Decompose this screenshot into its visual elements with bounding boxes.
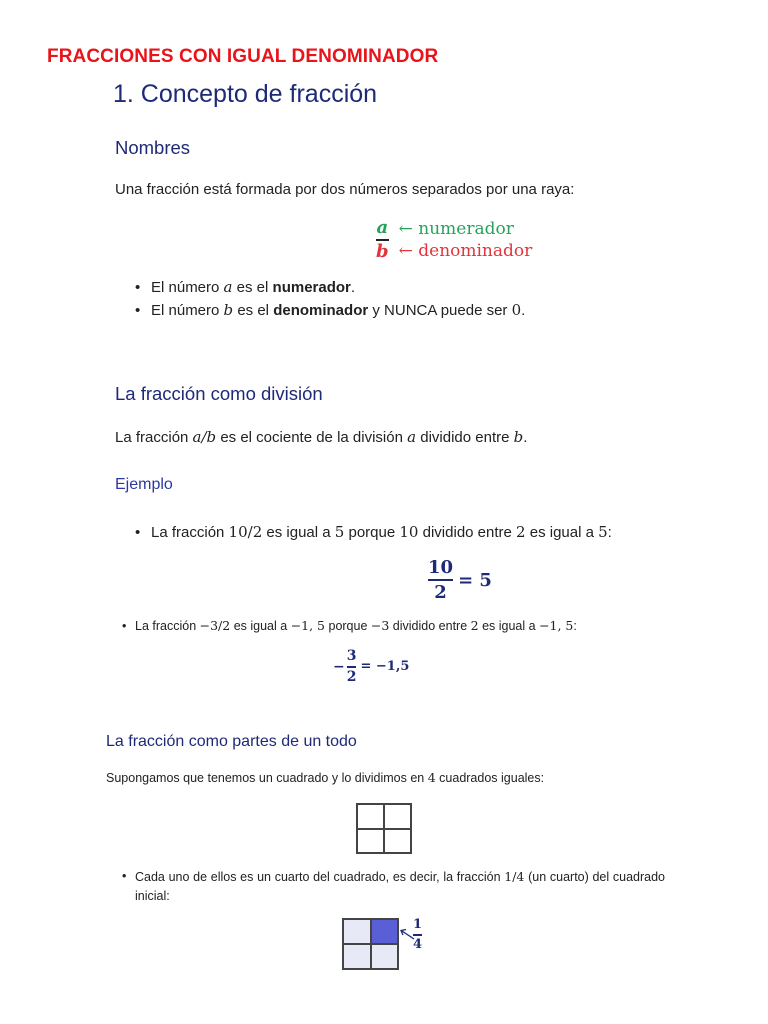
equation-result: = 5 — [458, 569, 492, 591]
square-cell — [371, 944, 399, 969]
partes-intro: Supongamos que tenemos un cuadrado y lo dividimos en 4 cuadrados iguales: — [106, 770, 545, 785]
list-item: • La fracción −3/2 es igual a −1, 5 porque −3 dividido entre 2 es igual a −1, 5: — [120, 616, 577, 636]
fraction-a-over-b — [376, 219, 389, 261]
list-item: • La fracción 10/2 es igual a 5 porque 10 dividido entre 2 es igual a 5: — [133, 521, 612, 544]
square-one-quarter-shaded — [342, 918, 399, 970]
equation-numerator: 3 — [346, 648, 357, 664]
equation-denominator: 2 — [346, 668, 357, 685]
label-numerator: 1 — [413, 917, 423, 932]
nombres-heading: Nombres — [115, 137, 191, 158]
square-cell — [357, 804, 384, 829]
partes-heading: La fracción como partes de un todo — [106, 733, 357, 750]
denominator-symbol: b — [376, 241, 389, 262]
equation-minus-3-over-2 — [333, 649, 409, 685]
equation-sign: − — [333, 658, 345, 675]
example-1 — [133, 521, 612, 544]
square-cell — [343, 944, 371, 969]
list-item: • El número a es el numerador. — [133, 276, 525, 299]
fraction-part-labels — [399, 218, 533, 262]
square-divided-in-four — [356, 803, 412, 854]
fraction-names-diagram — [376, 218, 532, 262]
numerator-symbol: a — [376, 217, 389, 238]
example-2 — [120, 616, 577, 636]
square-cell — [384, 804, 411, 829]
nombres-bullets — [133, 276, 525, 322]
shaded-square-cell — [371, 919, 399, 944]
partes-bullets — [120, 867, 665, 906]
arrow-icon: ← — [398, 219, 413, 239]
quarter-label — [413, 918, 422, 952]
equation-denominator: 2 — [434, 582, 447, 603]
equation-10-over-2 — [428, 558, 492, 602]
arrow-icon: ← — [398, 241, 413, 261]
square-cell — [343, 919, 371, 944]
section-title: 1. Concepto de fracción — [113, 80, 378, 108]
document-title: FRACCIONES CON IGUAL DENOMINADOR — [47, 46, 439, 67]
equation-result: = −1,5 — [360, 659, 410, 675]
example-heading: Ejemplo — [115, 476, 173, 493]
nombres-intro: Una fracción está formada por dos números separados por una raya: — [115, 181, 575, 198]
square-cell — [357, 829, 384, 854]
division-text: La fracción a/b es el cociente de la división a dividido entre b. — [115, 428, 528, 446]
list-item: • Cada uno de ellos es un cuarto del cuadrado, es decir, la fracción 1/4 (un cuarto) del cuadrado inicial: — [120, 867, 665, 906]
list-item: • El número b es el denominador y NUNCA puede ser 0. — [133, 299, 525, 322]
square-cell — [384, 829, 411, 854]
label-denominator: 4 — [413, 936, 423, 952]
numerator-label: numerador — [418, 219, 514, 239]
equation-numerator: 10 — [428, 557, 454, 578]
denominator-label: denominador — [418, 241, 533, 261]
division-heading: La fracción como división — [115, 383, 323, 404]
